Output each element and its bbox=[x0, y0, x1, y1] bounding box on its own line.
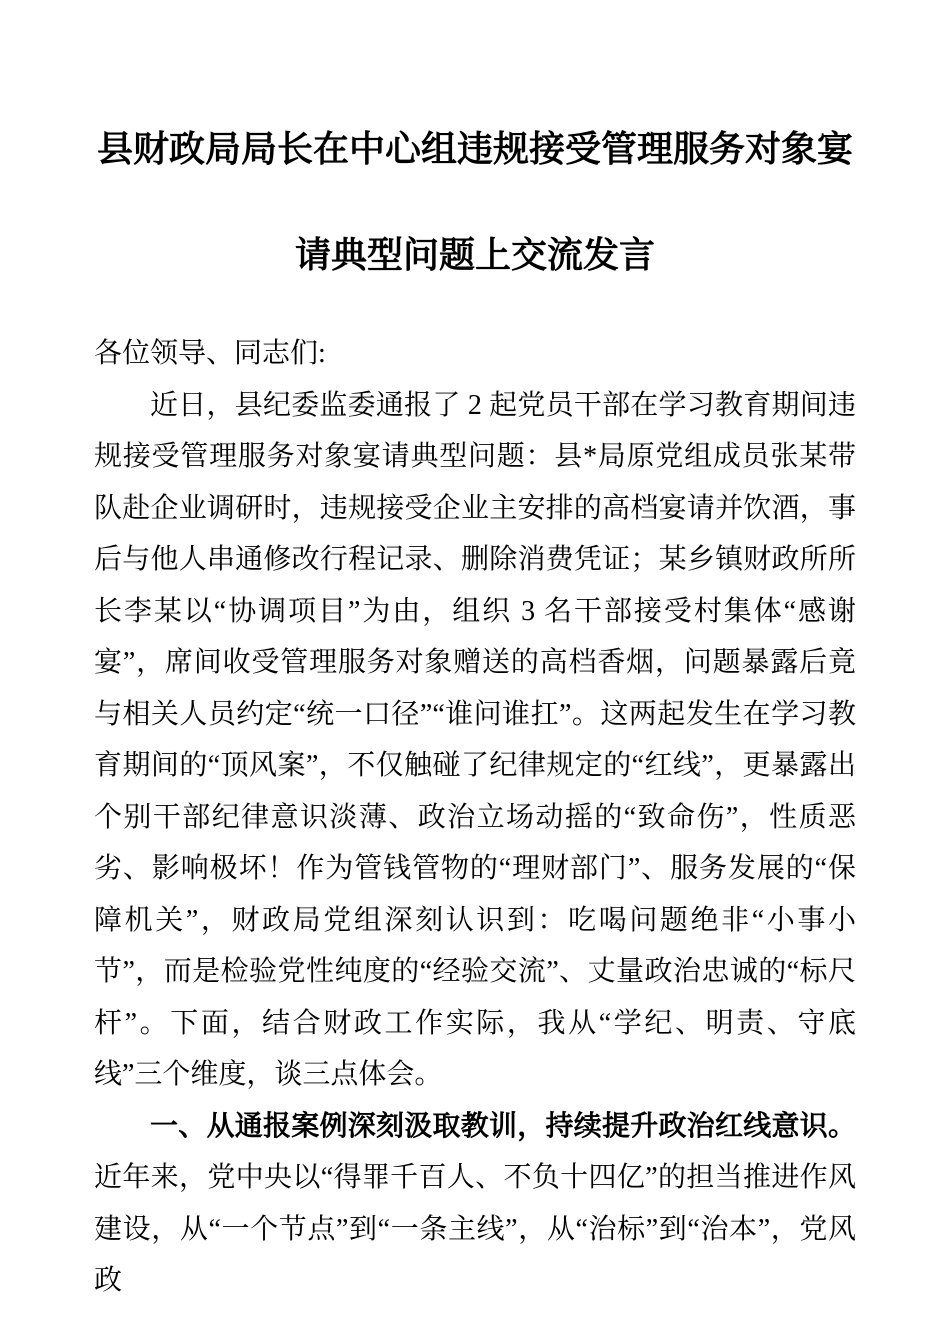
document-body bbox=[0, 308, 950, 1307]
section-1-heading: 一、从通报案例深刻汲取教训，持续提升政治红线意识。 bbox=[150, 1110, 856, 1142]
document-title-line-2: 请典型问题上交流发言 bbox=[294, 234, 655, 275]
section-1-text: 近年来，党中央以“得罪千百人、不负十四亿”的担当推进作风建设，从“一个节点”到“一条主线”，从“治标”到“治本”，党风政 bbox=[94, 1162, 856, 1296]
salutation-line: 各位领导、同志们: bbox=[94, 338, 326, 369]
document-title-line-1: 县财政局局长在中心组违规接受管理服务对象宴 bbox=[96, 128, 853, 169]
paragraph-intro: 近日，县纪委监委通报了 2 起党员干部在学习教育期间违规接受管理服务对象宴请典型问题：县*局原党组成员张某带队赴企业调研时，违规接受企业主安排的高档宴请并饮酒，事后与他人串通修改行程记录、删除消费凭证；某乡镇财政所所长李某以“协调项目”为由，组织 3 名干部接受村集体“感谢宴”，席间收受管理服务对象赠送的高档香烟，问题暴露后竟与相关人员约定“统一口径”“谁问谁扛”。这两起发生在学习教育期间的“顶风案”，不仅触碰了纪律规定的“红线”，更暴露出个别干部纪律意识淡薄、政治立场动摇的“致命伤”，性质恶劣、影响极坏！作为管钱管物的“理财部门”、服务发展的“保障机关”，财政局党组深刻认识到：吃喝问题绝非“小事小节”，而是检验党性纯度的“经验交流”、丈量政治忠诚的“标尺杆”。下面，结合财政工作实际，我从“学纪、明责、守底线”三个维度，谈三点体会。 bbox=[94, 389, 856, 1090]
paragraph-section-1 bbox=[94, 1101, 856, 1307]
document-title bbox=[0, 0, 950, 308]
